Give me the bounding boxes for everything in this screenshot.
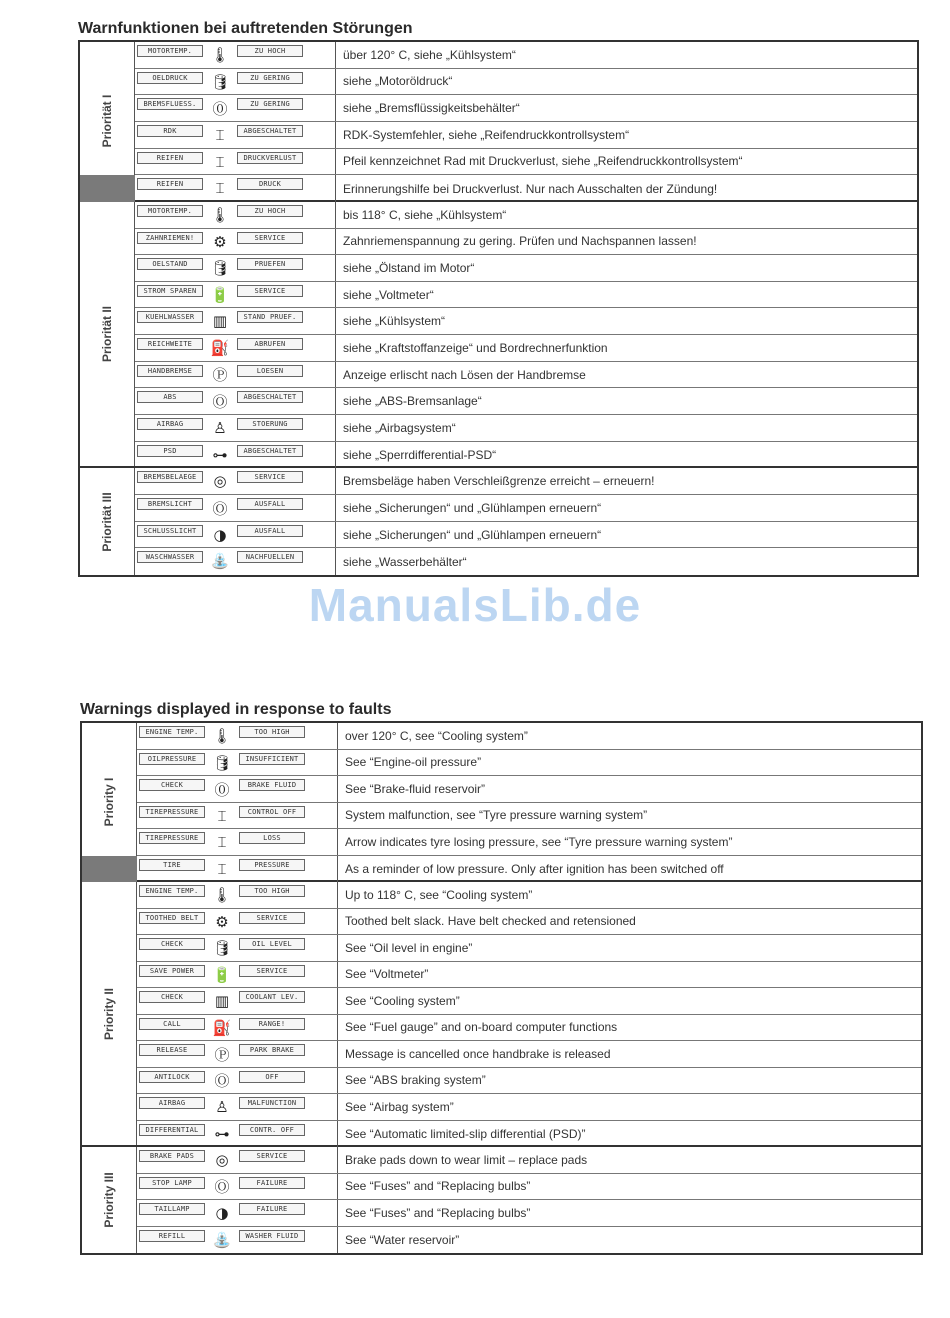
description-cell [337,776,921,802]
description-text: siehe „Wasserbehälter“ [343,554,467,569]
description-text: siehe „Sicherungen“ und „Glühlampen erneuern“ [343,527,602,542]
differential-icon: ⊶ [214,1124,230,1143]
warning-row [135,335,917,362]
priority-label: Priorität I [100,94,114,148]
warning-row [135,362,917,389]
display-text-right: SERVICE [239,965,305,977]
description-cell [335,95,917,121]
display-text-left: CHECK [139,938,205,950]
priority-label: Priority I [102,777,116,826]
display-text-left: ENGINE TEMP. [139,885,205,897]
priority-label: Priority II [102,987,116,1040]
description-text: See “Engine-oil pressure” [345,755,482,770]
display-text-right: NACHFUELLEN [237,551,303,563]
description-cell [337,856,921,883]
warning-row [135,175,917,202]
warning-row [137,962,921,989]
description-cell [337,1068,921,1094]
warning-row [135,255,917,282]
description-text: Pfeil kennzeichnet Rad mit Druckverlust, siehe „Reifendruckkontrollsystem“ [343,154,743,169]
radiator-icon: ▥ [212,312,228,331]
priority-group [80,468,917,575]
coolant-temp-icon: 🌡 [212,886,232,904]
warning-row [137,909,921,936]
description-text: siehe „Airbagsystem“ [343,420,456,435]
display-text-right: OFF [239,1071,305,1083]
description-text: siehe „Sperrdifferential-PSD“ [343,448,497,463]
warning-row [137,723,921,750]
warning-row [137,750,921,777]
brake-pad-icon: ◎ [215,1151,229,1169]
oil-can-icon: 🛢 [212,753,232,772]
description-cell [335,308,917,334]
description-cell [335,548,917,575]
brake-pad-icon: ◎ [213,472,227,491]
display-text-right: ABGESCHALTET [237,391,303,403]
coolant-temp-icon: 🌡 [210,205,230,224]
display-text-right: COOLANT LEV. [239,991,305,1003]
display-text-left: ANTILOCK [139,1071,205,1083]
display-text-right: WASHER FLUID [239,1230,305,1242]
display-text-right: ABGESCHALTET [237,445,303,457]
description-cell [335,149,917,175]
display-text-right: ZU HOCH [237,45,303,57]
display-text-right: MALFUNCTION [239,1097,305,1109]
description-cell [335,495,917,521]
description-cell [337,1041,921,1067]
display-text-left: MOTORTEMP. [137,45,203,57]
display-text-left: MOTORTEMP. [137,205,203,217]
warning-row [137,1121,921,1148]
display-text-left: HANDBREMSE [137,365,203,377]
display-text-right: AUSFALL [237,498,303,510]
display-text-right: TOO HIGH [239,726,305,738]
description-cell [337,1227,921,1254]
description-text: siehe „Ölstand im Motor“ [343,261,475,275]
display-text-right: DRUCKVERLUST [237,152,303,164]
description-cell [335,69,917,95]
priority-group [82,723,921,882]
display-text-left: OELSTAND [137,258,203,270]
display-text-right: SERVICE [239,1150,305,1162]
description-cell [335,362,917,388]
display-text-right: DRUCK [237,178,303,190]
display-text-left: TIREPRESSURE [139,806,205,818]
description-text: Zahnriemenspannung zu gering. Prüfen und Nachspannen lassen! [343,234,697,249]
description-cell [335,442,917,469]
tail-light-icon: ◑ [215,1204,229,1222]
priority-label: Priorität III [100,492,114,552]
warning-row [137,1041,921,1068]
display-text-right: PRESSURE [239,859,305,871]
display-text-left: REFILL [139,1230,205,1242]
airbag-icon: ♙ [215,1098,229,1116]
display-text-left: WASCHWASSER [137,551,203,563]
priority-label-cell [80,202,135,467]
priority-label-cell [82,1147,137,1253]
display-text-left: ENGINE TEMP. [139,726,205,738]
description-cell [337,1121,921,1148]
description-text: See “Fuel gauge” and on-board computer functions [345,1020,618,1035]
warning-row [135,282,917,309]
display-text-right: ZU HOCH [237,205,303,217]
description-text: siehe „Bremsflüssigkeitsbehälter“ [343,101,520,116]
display-text-right: STAND PRUEF. [237,311,303,323]
display-text-left: TAILLAMP [139,1203,205,1215]
description-cell [337,829,921,855]
description-cell [335,335,917,361]
display-text-right: LOESEN [237,365,303,377]
display-text-right: PARK BRAKE [239,1044,305,1056]
washer-fluid-icon: ⛲ [210,552,230,571]
warning-row [137,1200,921,1227]
fuel-pump-icon: ⛽ [210,339,230,358]
warning-row [137,1147,921,1174]
display-text-right: SERVICE [237,285,303,297]
description-cell [335,229,917,255]
radiator-icon: ▥ [214,992,230,1010]
display-text-left: REICHWEITE [137,338,203,350]
priority-label-cell [82,882,137,1145]
brake-warning-icon: ⓪ [212,99,228,118]
display-text-left: OELDRUCK [137,72,203,84]
description-text: See “Automatic limited-slip differential (PSD)” [345,1126,586,1141]
oil-can-icon: 🛢 [210,72,230,91]
description-cell [335,415,917,441]
display-text-left: OILPRESSURE [139,753,205,765]
display-text-left: TIRE [139,859,205,871]
display-text-left: AIRBAG [139,1097,205,1109]
description-text: siehe „Sicherungen“ und „Glühlampen erneuern“ [343,500,602,515]
display-text-left: BREMSBELAEGE [137,471,203,483]
display-text-right: ABRUFEN [237,338,303,350]
display-text-left: SCHLUSSLICHT [137,525,203,537]
description-text: See “Cooling system” [345,993,460,1008]
washer-fluid-icon: ⛲ [212,1230,232,1249]
tyre-pressure-icon: ⌶ [217,833,227,851]
warning-row [135,468,917,495]
fuel-pump-icon: ⛽ [212,1018,232,1037]
display-text-left: CALL [139,1018,205,1030]
description-text: Anzeige erlischt nach Lösen der Handbremse [343,367,586,382]
section-title: Warnings displayed in response to faults [80,701,392,718]
warning-row [135,229,917,256]
description-cell [337,935,921,961]
description-cell [335,522,917,548]
parking-brake-icon: Ⓟ [214,1045,230,1064]
warning-row [137,856,921,883]
belt-icon: ⚙ [215,912,229,931]
display-text-left: REIFEN [137,152,203,164]
tyre-pressure-icon: ⌶ [217,806,227,825]
warning-row [135,388,917,415]
display-text-left: TOOTHED BELT [139,912,205,924]
description-text: siehe „Voltmeter“ [343,287,434,302]
description-cell [337,1147,921,1173]
warning-table [78,40,919,577]
display-text-left: AIRBAG [137,418,203,430]
description-cell [335,42,917,68]
tail-light-icon: ◑ [213,525,227,544]
battery-icon: 🔋 [210,285,230,304]
display-text-left: STOP LAMP [139,1177,205,1189]
description-cell [337,909,921,935]
description-cell [337,988,921,1014]
display-text-right: CONTROL OFF [239,806,305,818]
display-text-right: SERVICE [239,912,305,924]
description-cell [335,282,917,308]
battery-icon: 🔋 [212,965,232,984]
abs-icon: Ⓞ [212,392,228,411]
warning-row [135,42,917,69]
description-cell [337,962,921,988]
display-text-left: RDK [137,125,203,137]
brake-light-icon: Ⓞ [212,499,228,518]
description-text: Up to 118° C, see “Cooling system” [345,887,533,902]
warning-row [137,1068,921,1095]
belt-icon: ⚙ [213,232,227,251]
description-cell [337,750,921,776]
description-text: Bremsbeläge haben Verschleißgrenze erreicht – erneuern! [343,474,655,489]
display-text-right: BRAKE FLUID [239,779,305,791]
display-text-right: ABGESCHALTET [237,125,303,137]
display-text-right: ZU GERING [237,72,303,84]
warning-row [137,882,921,909]
priority-group [82,1147,921,1253]
display-text-left: TIREPRESSURE [139,832,205,844]
display-text-left: CHECK [139,779,205,791]
watermark: ManualsLib.de [308,579,642,631]
description-text: See “Oil level in engine” [345,940,473,955]
display-text-right: TOO HIGH [239,885,305,897]
differential-icon: ⊶ [212,445,228,464]
display-text-right: AUSFALL [237,525,303,537]
warning-row [135,202,917,229]
warning-table [80,721,923,1255]
oil-level-icon: 🛢 [210,259,230,278]
description-text: Toothed belt slack. Have belt checked and retensioned [345,914,636,929]
warning-row [135,95,917,122]
description-cell [335,388,917,414]
warning-row [135,415,917,442]
display-text-left: REIFEN [137,178,203,190]
priority-group [80,42,917,202]
description-cell [337,803,921,829]
description-text: Brake pads down to wear limit – replace pads [345,1152,588,1167]
coolant-temp-icon: 🌡 [212,727,232,745]
description-text: See “Water reservoir” [345,1232,460,1247]
display-text-right: SERVICE [237,232,303,244]
display-text-right: PRUEFEN [237,258,303,270]
parking-brake-icon: Ⓟ [212,366,228,385]
description-cell [337,1174,921,1200]
description-text: Message is cancelled once handbrake is released [345,1046,611,1061]
description-cell [337,723,921,749]
description-text: siehe „Kühlsystem“ [343,314,446,329]
tyre-pressure-icon: ⌶ [217,859,227,878]
abs-icon: Ⓞ [214,1072,230,1090]
display-text-right: STOERUNG [237,418,303,430]
warning-row [137,935,921,962]
display-text-left: CHECK [139,991,205,1003]
warning-row [137,1015,921,1042]
brake-warning-icon: ⓪ [214,780,230,799]
description-cell [337,882,921,908]
warning-row [137,1227,921,1254]
warning-row [135,308,917,335]
warning-row [137,829,921,856]
display-text-right: FAILURE [239,1203,305,1215]
priority-group [80,202,917,469]
priority-label: Priorität II [100,306,114,363]
display-text-left: DIFFERENTIAL [139,1124,205,1136]
description-text: See “Airbag system” [345,1099,454,1114]
description-text: bis 118° C, siehe „Kühlsystem“ [343,207,507,222]
warning-row [135,442,917,469]
warning-row [137,988,921,1015]
description-cell [337,1094,921,1120]
display-text-left: BRAKE PADS [139,1150,205,1162]
warning-row [135,149,917,176]
warning-row [137,1174,921,1201]
description-text: See “Voltmeter” [345,967,429,982]
warning-row [137,1094,921,1121]
description-text: See “Fuses” and “Replacing bulbs” [345,1179,531,1194]
description-cell [337,1015,921,1041]
airbag-icon: ♙ [213,419,227,438]
description-text: siehe „ABS-Bremsanlage“ [343,394,482,409]
tyre-pressure-icon: ⌶ [215,125,225,144]
description-cell [335,202,917,228]
description-text: RDK-Systemfehler, siehe „Reifendruckkontrollsystem“ [343,127,630,142]
description-text: As a reminder of low pressure. Only after ignition has been switched off [345,861,724,876]
description-cell [335,468,917,494]
display-text-left: KUEHLWASSER [137,311,203,323]
display-text-left: STROM SPAREN [137,285,203,297]
description-text: siehe „Kraftstoffanzeige“ und Bordrechnerfunktion [343,340,608,355]
description-text: Arrow indicates tyre losing pressure, see “Tyre pressure warning system” [345,834,733,849]
warning-row [137,776,921,803]
description-cell [335,255,917,281]
priority-label: Priority III [102,1172,116,1228]
description-text: siehe „Motoröldruck“ [343,74,453,89]
display-text-left: SAVE POWER [139,965,205,977]
priority-group [82,882,921,1147]
display-text-right: SERVICE [237,471,303,483]
display-text-left: BREMSFLUESS. [137,98,203,110]
display-text-left: PSD [137,445,203,457]
display-text-right: RANGE! [239,1018,305,1030]
tyre-pressure-icon: ⌶ [215,179,225,198]
section-title: Warnfunktionen bei auftretenden Störungen [78,20,413,37]
brake-light-icon: Ⓞ [214,1178,230,1196]
description-cell [335,122,917,148]
display-text-right: ZU GERING [237,98,303,110]
description-text: See “Fuses” and “Replacing bulbs” [345,1205,531,1220]
description-text: over 120° C, see “Cooling system” [345,728,528,743]
warning-row [135,548,917,575]
tyre-pressure-icon: ⌶ [215,152,225,171]
display-text-right: INSUFFICIENT [239,753,305,765]
warning-row [135,122,917,149]
description-text: See “ABS braking system” [345,1073,486,1088]
description-text: Erinnerungshilfe bei Druckverlust. Nur nach Ausschalten der Zündung! [343,181,718,196]
display-text-right: OIL LEVEL [239,938,305,950]
oil-level-icon: 🛢 [212,939,232,957]
priority-label-cell [80,468,135,575]
warning-row [135,495,917,522]
display-text-left: ABS [137,391,203,403]
coolant-temp-icon: 🌡 [210,46,230,64]
description-cell [337,1200,921,1226]
description-text: See “Brake-fluid reservoir” [345,781,486,796]
display-text-right: LOSS [239,832,305,844]
warning-row [135,522,917,549]
display-text-right: FAILURE [239,1177,305,1189]
display-text-left: BREMSLICHT [137,498,203,510]
description-text: über 120° C, siehe „Kühlsystem“ [343,47,516,62]
warning-row [135,69,917,96]
display-text-left: RELEASE [139,1044,205,1056]
display-text-left: ZAHNRIEMEN! [137,232,203,244]
description-cell [335,175,917,202]
warning-row [137,803,921,830]
display-text-right: CONTR. OFF [239,1124,305,1136]
description-text: System malfunction, see “Tyre pressure warning system” [345,808,648,823]
